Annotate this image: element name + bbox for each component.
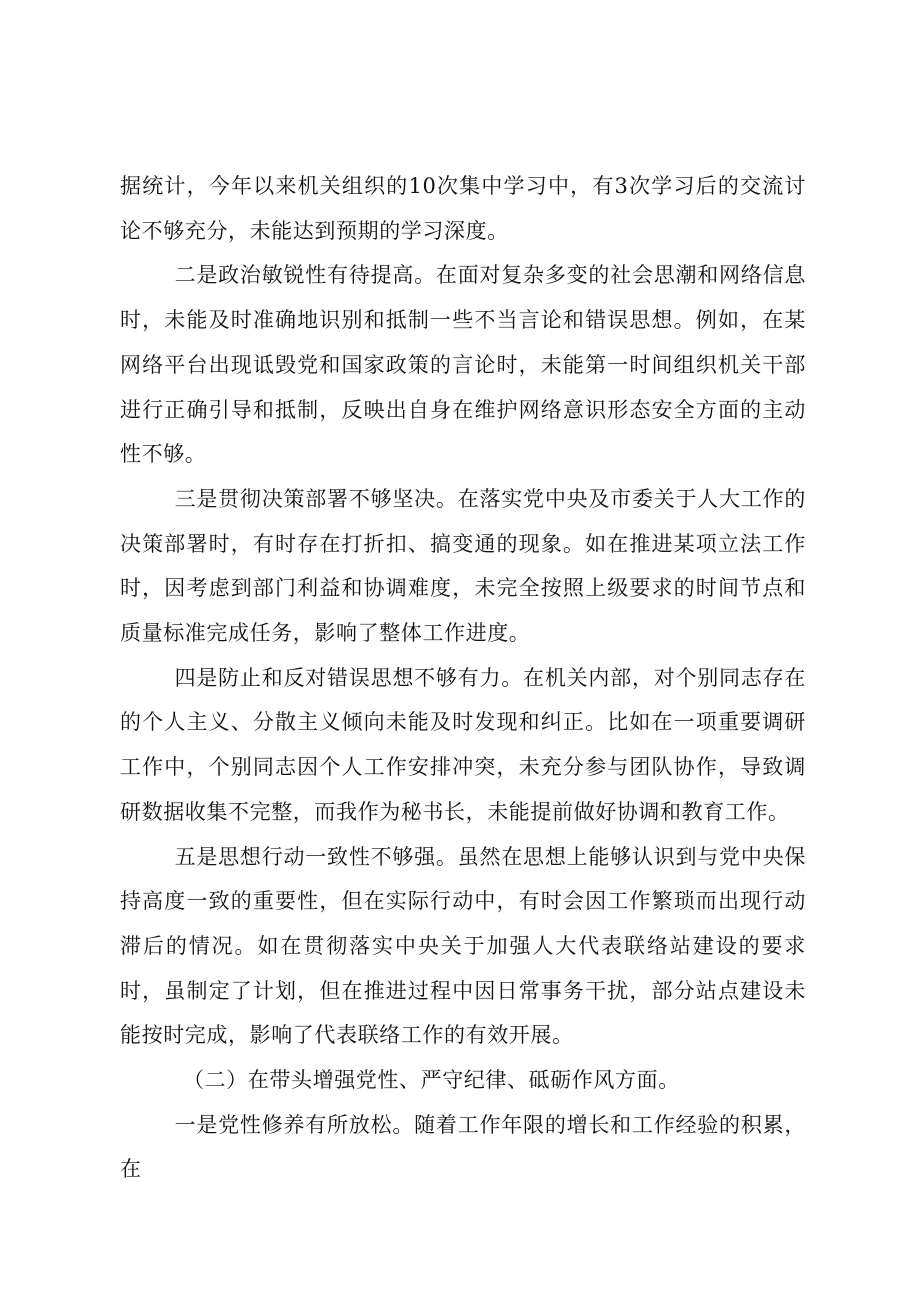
section-heading: （二）在带头增强党性、严守纪律、砥砺作风方面。 [183,1068,680,1093]
paragraph-continuation: 据统计，今年以来机关组织的10次集中学习中，有3次学习后的交流讨论不够充分，未能达到预期的学习深度。 [120,174,806,243]
paragraph-party-spirit: 一是党性修养有所放松。随着工作年限的增长和工作经验的积累，在 [120,1112,806,1182]
paragraph-decision-implementation: 三是贯彻决策部署不够坚决。在落实党中央及市委关于人大工作的决策部署时，有时存在打折扣、搞变通的现象。如在推进某项立法工作时，因考虑到部门利益和协调难度，未完全按照上级要求的时间节点和质量标准完成任务，影响了整体工作进度。 [120,486,806,646]
paragraph-political-sensitivity: 二是政治敏锐性有待提高。在面对复杂多变的社会思潮和网络信息时，未能及时准确地识别和抵制一些不当言论和错误思想。例如，在某网络平台出现诋毁党和国家政策的言论时，未能第一时间组织机关干部进行正确引导和抵制，反映出自身在维护网络意识形态安全方面的主动性不够。 [120,263,806,467]
document-body [120,164,806,1192]
paragraph-thought-action: 五是思想行动一致性不够强。虽然在思想上能够认识到与党中央保持高度一致的重要性，但在实际行动中，有时会因工作繁琐而出现行动滞后的情况。如在贯彻落实中央关于加强人大代表联络站建设的要求时，虽制定了计划，但在推进过程中因日常事务干扰，部分站点建设未能按时完成，影响了代表联络工作的有效开展。 [120,844,806,1048]
paragraph-wrong-thinking: 四是防止和反对错误思想不够有力。在机关内部，对个别同志存在的个人主义、分散主义倾向未能及时发现和纠正。比如在一项重要调研工作中，个别同志因个人工作安排冲突，未充分参与团队协作，导致调研数据收集不完整，而我作为秘书长，未能提前做好协调和教育工作。 [120,665,806,824]
